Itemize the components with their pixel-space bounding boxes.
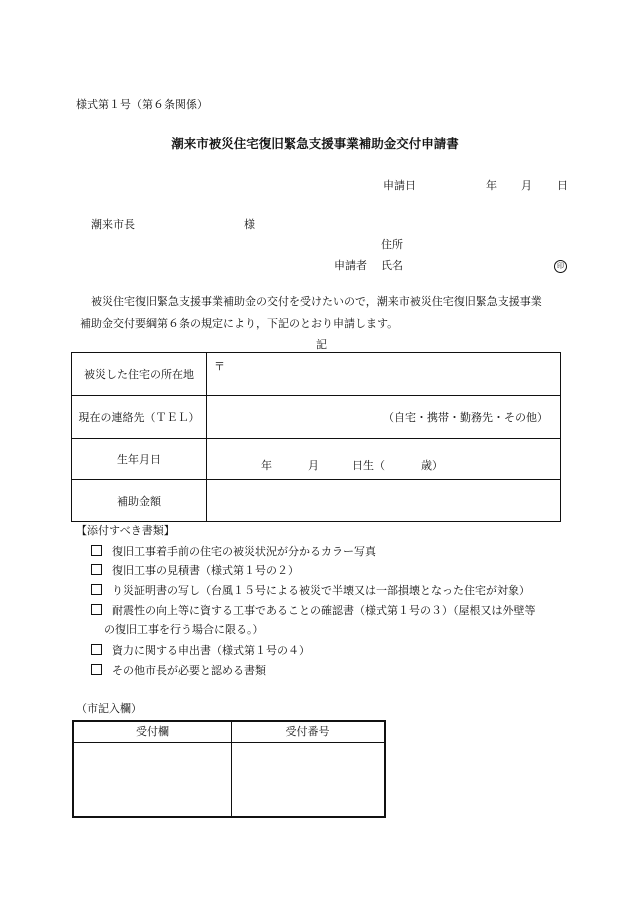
table-row (72, 396, 561, 439)
birthdate-field[interactable] (207, 439, 561, 480)
birth-month: 月 (308, 459, 319, 472)
date-month: 月 (521, 179, 532, 192)
birth-age: 歳） (421, 459, 443, 472)
attachment-item (91, 545, 376, 557)
amount-field[interactable] (207, 480, 561, 522)
form-number: 様式第１号（第６条関係） (76, 98, 208, 111)
checkbox-icon[interactable] (91, 664, 102, 675)
attachment-item (91, 564, 299, 576)
applicant-label: 申請者 (334, 259, 367, 272)
checkbox-icon[interactable] (91, 564, 102, 575)
attachment-text: り災証明書の写し（台風１５号による被災で半壊又は一部損壊となった住宅が対象） (112, 584, 530, 597)
table-row (72, 480, 561, 522)
body-text-line1: 被災住宅復旧緊急支援事業補助金の交付を受けたいので，潮来市被災住宅復旧緊急支援事業 (91, 295, 542, 308)
table-row (72, 439, 561, 480)
birth-year: 年 (261, 459, 272, 472)
contact-note: （自宅・携帯・勤務先・その他） (383, 411, 548, 424)
reception-column-header: 受付欄 (74, 722, 231, 743)
applicant-name-label: 氏名 (381, 259, 403, 272)
document-title: 潮来市被災住宅復旧緊急支援事業補助金交付申請書 (171, 136, 459, 151)
birth-day: 日生（ (352, 459, 385, 472)
attachments-heading: 【添付すべき書類】 (76, 524, 175, 537)
checkbox-icon[interactable] (91, 604, 102, 615)
date-year: 年 (486, 179, 497, 192)
attachment-text: 復旧工事着手前の住宅の被災状況が分かるカラー写真 (112, 545, 376, 558)
attachment-item (91, 604, 536, 616)
addressee-honorific: 様 (244, 218, 255, 231)
contact-label: 現在の連絡先（ＴＥＬ） (72, 396, 207, 439)
body-text-line2: 補助金交付要綱第６条の規定により，下記のとおり申請します。 (80, 317, 399, 330)
attachment-text: その他市長が必要と認める書類 (112, 664, 266, 677)
attachment-text: 復旧工事の見積書（様式第１号の２） (112, 564, 299, 577)
attachment-item (91, 664, 266, 676)
address-label: 住所 (381, 238, 403, 251)
attachment-text: 資力に関する申出書（様式第１号の４） (112, 644, 310, 657)
attachment-text: 耐震性の向上等に資する工事であることの確認書（様式第１号の３）（屋根又は外壁等 (112, 604, 536, 617)
amount-label: 補助金額 (72, 480, 207, 522)
ki-mark: 記 (316, 338, 327, 351)
table-row (72, 353, 561, 396)
office-use-box (72, 720, 386, 818)
location-label: 被災した住宅の所在地 (72, 353, 207, 396)
seal-glyph: 印 (554, 260, 567, 273)
location-field[interactable] (207, 353, 561, 396)
attachment-item (91, 584, 530, 596)
application-table (71, 352, 561, 522)
office-use-label: （市記入欄） (76, 702, 142, 715)
seal-mark (554, 259, 567, 273)
checkbox-icon[interactable] (91, 644, 102, 655)
addressee-name: 潮来市長 (91, 218, 135, 231)
postal-mark: 〒 (214, 360, 225, 373)
checkbox-icon[interactable] (91, 584, 102, 595)
birthdate-label: 生年月日 (72, 439, 207, 480)
contact-field[interactable] (207, 396, 561, 439)
reception-number-header: 受付番号 (231, 722, 384, 743)
attachment-item-continued: の復旧工事を行う場合に限る。） (104, 623, 264, 636)
attachment-item (91, 644, 310, 656)
date-label: 申請日 (383, 179, 416, 192)
checkbox-icon[interactable] (91, 545, 102, 556)
date-day: 日 (557, 179, 568, 192)
